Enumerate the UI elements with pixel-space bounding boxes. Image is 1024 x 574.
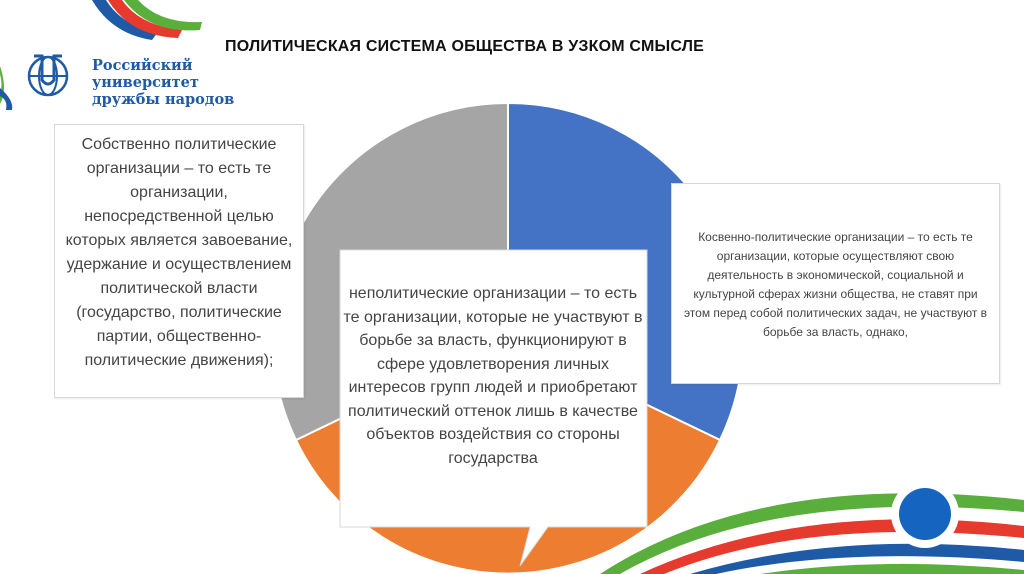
logo-text <box>92 57 282 108</box>
logo-line-2: дружбы народов <box>92 91 235 108</box>
right-callout-text: Косвенно-политические организации – то есть те организации, которые осуществляют свою деятельность в экономической, социальной и культурной сферах жизни общества, не ставят при этом перед собой политических задач, не участвуют в борьбе за власть, однако, <box>683 230 988 339</box>
right-callout <box>671 183 1000 384</box>
logo-line-1: Российский университет <box>92 57 199 91</box>
globe-logo-icon <box>22 50 74 102</box>
circle-badge <box>891 480 959 548</box>
center-callout-text: неполитические организации – то есть те организации, которые не участвуют в борьбе за власть, функционируют в сфере удовлетворения личных интересов групп людей и приобретают политический оттенок лишь в качестве объектов воздействия со стороны государства <box>343 285 643 467</box>
page-title: ПОЛИТИЧЕСКАЯ СИСТЕМА ОБЩЕСТВА В УЗКОМ СМЫСЛЕ <box>225 38 705 55</box>
left-callout-text: Собственно политические организации – то есть те организации, непосредственной целью которых является завоевание, удержание и осуществлением политической власти (государство, политические партии, общественно-политические движения); <box>65 136 293 369</box>
university-logo <box>22 50 282 108</box>
left-callout <box>54 124 304 398</box>
